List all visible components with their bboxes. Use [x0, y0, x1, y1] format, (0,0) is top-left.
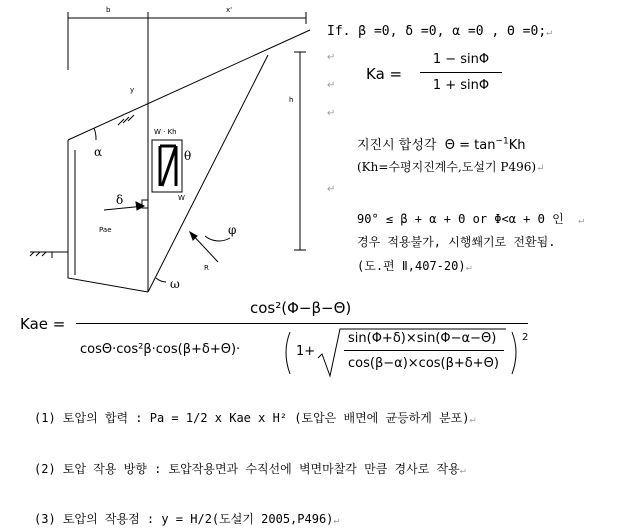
note-item-1: (1) 토압의 합력 : Pa = 1/2 x Kae x H² (토압은 배면에 균등하게 분포)↵ [34, 411, 476, 425]
label-theta: θ [184, 149, 192, 163]
return-mark: ↵ [327, 80, 336, 91]
label-delta: δ [116, 193, 124, 207]
kae-lhs: Kae = [20, 315, 66, 333]
label-x: x' [226, 6, 233, 14]
condition-range-line-1: 90° ≤ β + α + Θ or Φ<α + Θ 인 ↵ [357, 212, 585, 226]
kae-power: 2 [522, 332, 529, 343]
note-item-2: (2) 토압 작용 방향 : 토압작용면과 수직선에 벽면마찰각 만큼 경사로 작용↵ [34, 462, 466, 476]
seismic-angle-line: 지진시 합성각 $\Theta = \tan^{-1}Kh$ [357, 136, 526, 153]
kae-one-plus: 1+ [296, 344, 316, 359]
label-omega: ω [170, 277, 180, 291]
kae-numerator: cos²(Φ−β−Θ) [250, 299, 352, 317]
label-b: b [106, 6, 111, 14]
kae-denominator-left: cosΘ·cos²β·cos(β+δ+Θ)· [80, 342, 241, 357]
condition-line-1: If. β =0, δ =0, α =0 , Θ =0;↵ [327, 24, 553, 39]
label-pae: Pae [99, 226, 112, 234]
label-w: W [178, 194, 185, 202]
label-r: R [204, 264, 209, 272]
condition-range-line-3: (도.편 Ⅱ,407-20)↵ [357, 259, 472, 273]
kae-root-denominator: cos(β−α)×cos(β+δ+Θ) [348, 356, 499, 371]
kae-root-numerator: sin(Φ+δ)×sin(Φ−α−Θ) [348, 331, 497, 346]
return-mark: ↵ [327, 184, 336, 195]
label-phi: φ [228, 223, 237, 237]
return-mark: ↵ [327, 52, 336, 63]
kh-note: (Kh=수평지진계수,도설기 P496)↵ [357, 160, 545, 174]
label-y: y [130, 86, 135, 94]
kae-root-fraction-bar [344, 350, 504, 351]
note-item-3: (3) 토압의 작용점 : y = H/2(도설기 2005,P496)↵ [34, 512, 340, 526]
ka-numerator: 1 − sinΦ [432, 52, 490, 67]
return-mark: ↵ [327, 108, 336, 119]
ka-lhs: Ka = [366, 65, 403, 83]
label-wkh: W · Kh [154, 128, 177, 136]
label-h: h [289, 96, 294, 104]
condition-range-line-2: 경우 적용불가, 시행쐐기로 전환됨. [357, 235, 556, 249]
ka-denominator: 1 + sinΦ [432, 78, 490, 93]
label-alpha: α [94, 145, 103, 159]
